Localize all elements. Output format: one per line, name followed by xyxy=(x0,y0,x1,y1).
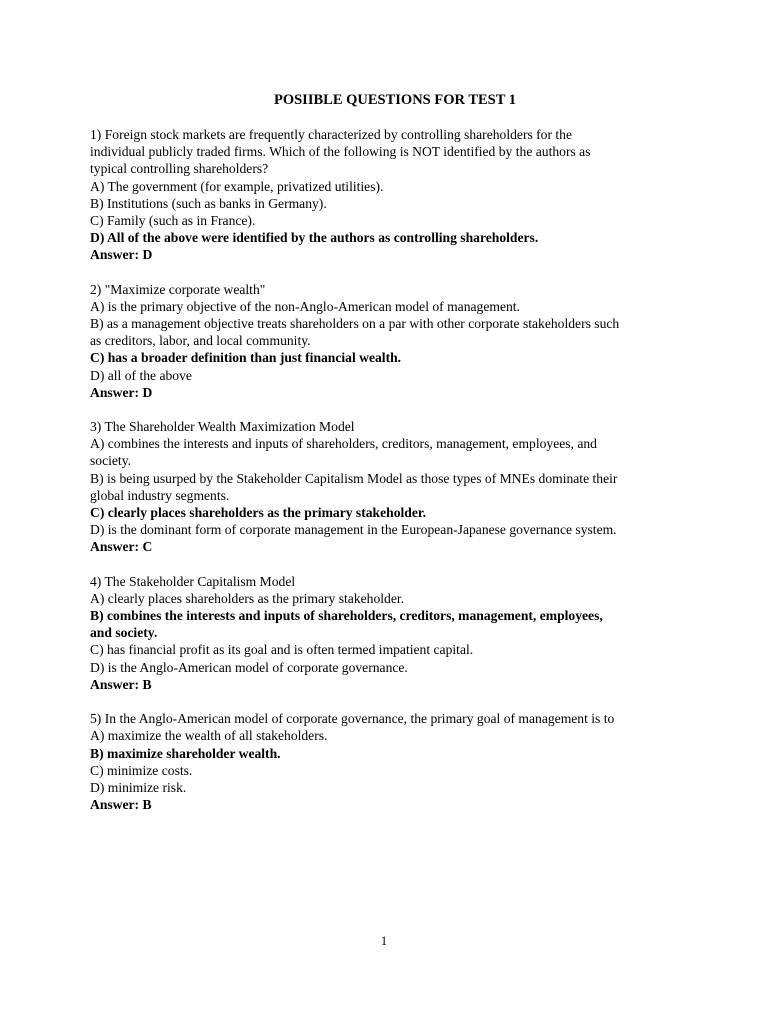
question-2-option-b-cont: as creditors, labor, and local community. xyxy=(90,333,311,349)
question-5-answer: Answer: B xyxy=(90,797,152,813)
question-5-option-c: C) minimize costs. xyxy=(90,762,193,778)
document-title: POSIIBLE QUESTIONS FOR TEST 1 xyxy=(273,92,517,108)
question-1-option-b: B) Institutions (such as banks in Germany). xyxy=(90,195,327,211)
question-2-line-1: 2) "Maximize corporate wealth" xyxy=(90,281,266,297)
question-2-option-c: C) has a broader definition than just financial wealth. xyxy=(90,350,402,366)
question-4-option-c: C) has financial profit as its goal and is often termed impatient capital. xyxy=(90,642,474,658)
question-5-line-1: 5) In the Anglo-American model of corporate governance, the primary goal of management is to xyxy=(90,711,615,727)
question-3-option-a: A) combines the interests and inputs of shareholders, creditors, management, employees, and xyxy=(90,436,597,452)
question-2-answer: Answer: D xyxy=(90,384,153,400)
question-1-line-1: 1) Foreign stock markets are frequently characterized by controlling shareholders for the xyxy=(90,127,573,142)
question-4-option-a: A) clearly places shareholders as the primary stakeholder. xyxy=(90,590,405,606)
question-3-option-b-cont: global industry segments. xyxy=(90,487,230,503)
question-1-option-c: C) Family (such as in France). xyxy=(90,213,256,229)
question-2-option-a: A) is the primary objective of the non-Anglo-American model of management. xyxy=(90,298,520,314)
question-5-option-b: B) maximize shareholder wealth. xyxy=(90,745,281,761)
question-1 xyxy=(90,126,690,264)
question-5 xyxy=(90,710,690,813)
question-4-option-d: D) is the Anglo-American model of corporate governance. xyxy=(90,659,408,675)
document-page xyxy=(90,92,690,830)
question-3 xyxy=(90,418,690,556)
question-1-answer: Answer: D xyxy=(90,247,153,263)
question-3-option-d: D) is the dominant form of corporate management in the European-Japanese governance system. xyxy=(90,522,617,538)
question-5-option-d: D) minimize risk. xyxy=(90,779,187,795)
question-1-line-2: individual publicly traded firms. Which of the following is NOT identified by the authors as xyxy=(90,144,591,160)
question-2-option-b: B) as a management objective treats shareholders on a par with other corporate stakeholders such xyxy=(90,316,620,332)
question-4-option-b-cont: and society. xyxy=(90,625,158,641)
question-4 xyxy=(90,573,690,693)
question-1-option-d: D) All of the above were identified by the authors as controlling shareholders. xyxy=(90,230,539,246)
question-1-option-a: A) The government (for example, privatized utilities). xyxy=(90,178,384,194)
question-3-option-c: C) clearly places shareholders as the primary stakeholder. xyxy=(90,505,427,521)
page-number: 1 xyxy=(380,934,388,948)
question-3-line-1: 3) The Shareholder Wealth Maximization Model xyxy=(90,419,355,435)
question-2 xyxy=(90,281,690,401)
question-4-option-b: B) combines the interests and inputs of shareholders, creditors, management, employees, xyxy=(90,608,603,624)
question-4-answer: Answer: B xyxy=(90,676,152,692)
question-2-option-d: D) all of the above xyxy=(90,367,192,383)
question-4-line-1: 4) The Stakeholder Capitalism Model xyxy=(90,573,296,589)
question-3-option-a-cont: society. xyxy=(90,453,132,469)
question-3-option-b: B) is being usurped by the Stakeholder Capitalism Model as those types of MNEs dominate their xyxy=(90,470,618,486)
question-3-answer: Answer: C xyxy=(90,539,153,555)
question-5-option-a: A) maximize the wealth of all stakeholders. xyxy=(90,728,328,744)
question-1-line-3: typical controlling shareholders? xyxy=(90,161,269,177)
